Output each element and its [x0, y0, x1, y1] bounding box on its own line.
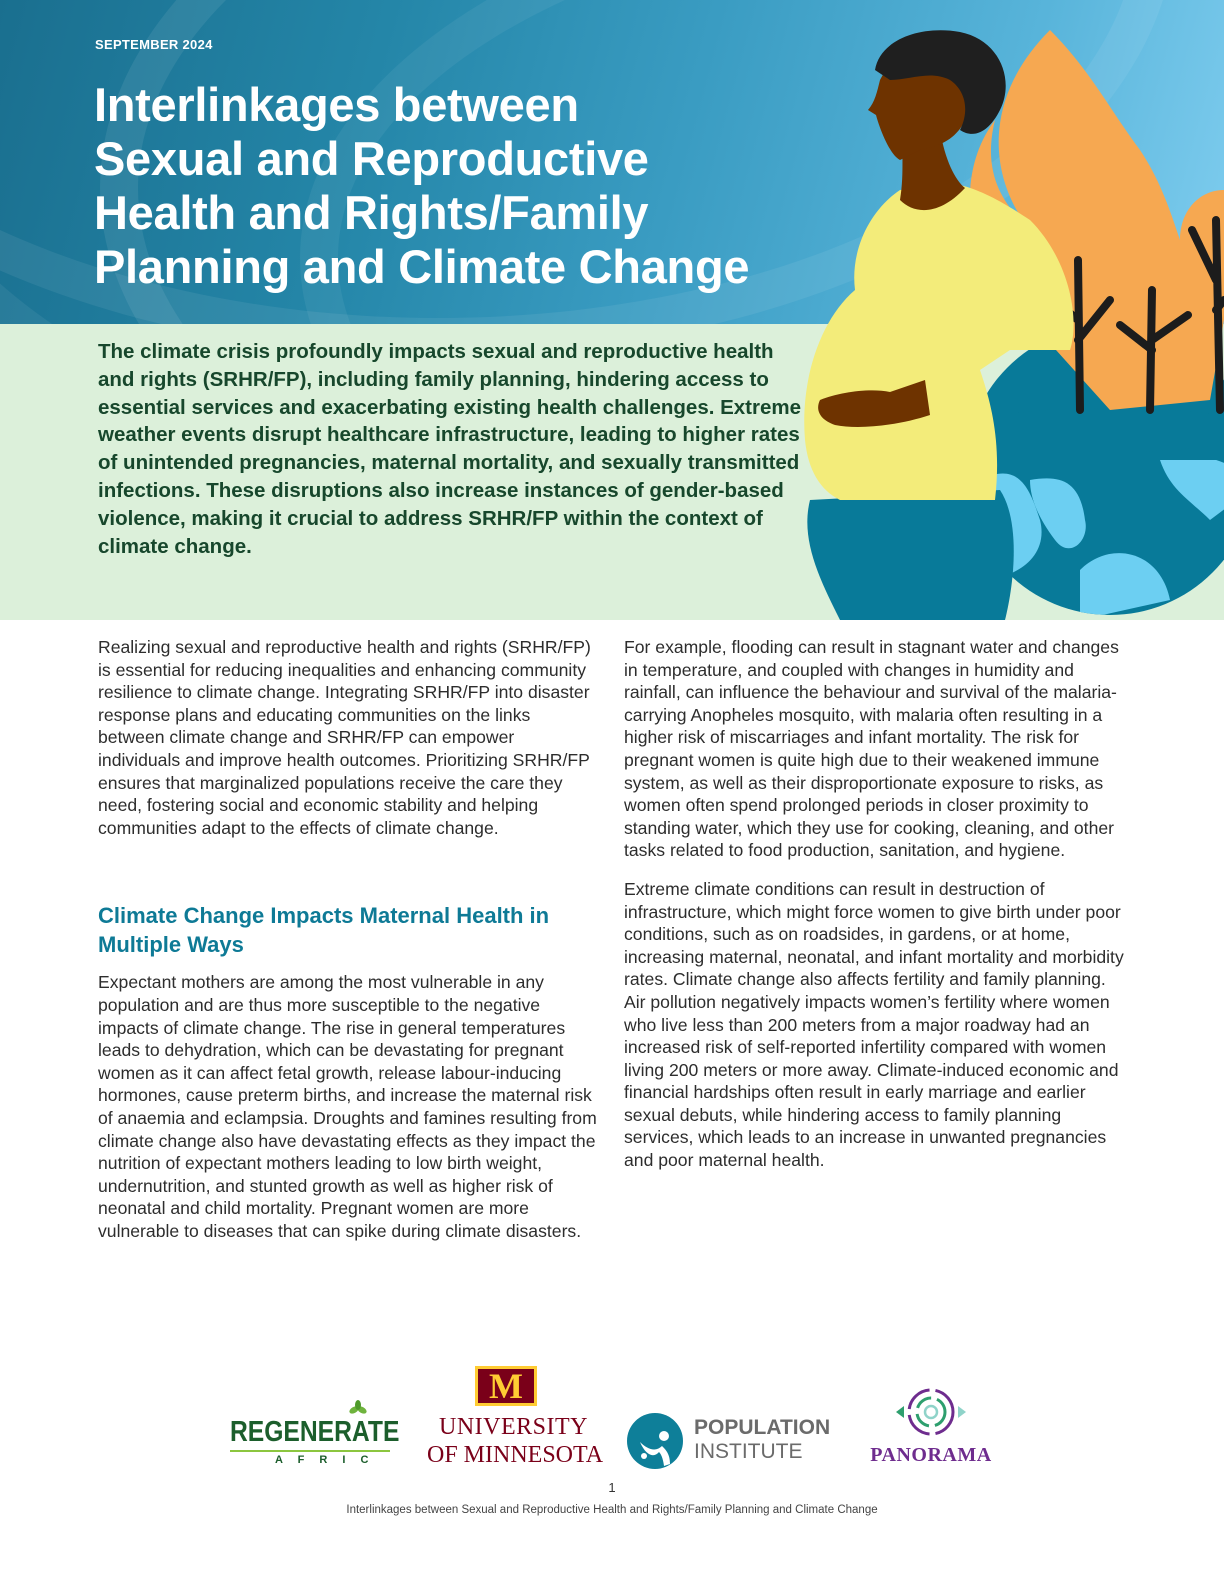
- logo-regenerate-africa: REGENERATE A F R I C: [230, 1400, 400, 1470]
- paragraph: Realizing sexual and reproductive health and rights (SRHR/FP) is essential for reducing inequalities and enhancing community resilience to climate change. Integrating SRHR/FP into disaster response plans and educating communities on the links between climate change and SRHR/FP can empower individuals and improve health outcomes. Prioritizing SRHR/FP ensures that marginalized populations receive the care they need, fostering social and economic stability and helping communities adapt to the effects of climate change.: [98, 637, 591, 838]
- right-column: [624, 636, 1124, 1172]
- document-title: [94, 78, 874, 294]
- partner-logos: [0, 1360, 1224, 1480]
- block-m-icon: M: [475, 1366, 537, 1406]
- title-line: Health and Rights/Family: [94, 186, 649, 239]
- left-column: [98, 636, 598, 1242]
- logo-subtext: A F R I C: [275, 1454, 375, 1466]
- logo-text: POPULATION: [694, 1416, 831, 1439]
- logo-text: INSTITUTE: [694, 1440, 803, 1463]
- panorama-eye-icon: [894, 1386, 968, 1440]
- section-heading: Climate Change Impacts Maternal Health in Multiple Ways: [98, 903, 550, 958]
- paragraph: Expectant mothers are among the most vulnerable in any population and are thus more susceptible to the negative impacts of climate change. The rise in general temperatures leads to dehydration, which can be devastating for pregnant women as it can affect fetal growth, release labour-inducing hormones, cause preterm births, and increase the maternal risk of anaemia and eclampsia. Droughts and famines resulting from climate change also have devastating effects as they impact the nutrition of expectant mothers leading to low birth weight, undernutrition, and stunted growth as well as higher risk of neonatal and child mortality. Pregnant women are more vulnerable to diseases that can spike during climate disasters.: [98, 972, 597, 1241]
- title-line: Sexual and Reproductive: [94, 132, 649, 185]
- page-number: 1: [608, 1480, 616, 1495]
- logo-text: OF MINNESOTA: [427, 1442, 604, 1468]
- logo-population-institute: [626, 1410, 836, 1472]
- running-footer: Interlinkages between Sexual and Reproductive Health and Rights/Family Planning and Climate Change: [346, 1504, 878, 1516]
- intro-summary: The climate crisis profoundly impacts sexual and reproductive health and rights (SRHR/FP), including family planning, hindering access to essential services and exacerbating existing health challenges. Extreme weather events disrupt healthcare infrastructure, leading to higher rates of unintended pregnancies, maternal mortality, and sexually transmitted infections. These disruptions also increase instances of gender-based violence, making it crucial to address SRHR/FP within the context of climate change.: [98, 340, 802, 558]
- paragraph: For example, flooding can result in stagnant water and changes in temperature, and coupled with changes in humidity and rainfall, can influence the behaviour and survival of the malaria-carrying Anopheles mosquito, with malaria often resulting in a higher risk of miscarriages and infant mortality. The risk for pregnant women is quite high due to their weakened immune system, as well as their disproportionate exposure to risks, as women often spend prolonged periods in closer proximity to standing water, which they use for cooking, cleaning, and other tasks related to food production, sanitation, and hygiene.: [624, 637, 1119, 861]
- pregnant-woman-climate-illustration: [780, 20, 1224, 620]
- divider: [230, 1450, 390, 1452]
- population-institute-emblem-icon: [626, 1412, 684, 1470]
- logo-text: TE: [367, 1416, 400, 1448]
- logo-panorama: [866, 1386, 996, 1472]
- paragraph: Extreme climate conditions can result in destruction of infrastructure, which might force women to give birth under poor conditions, such as on roadsides, in gardens, or at home, increasing maternal, neonatal, and infant mortality and morbidity rates. Climate change also affects fertility and family planning. Air pollution negatively impacts women’s fertility where women who live less than 200 meters from a major roadway had an increased risk of self-reported infertility compared with women living 200 meters or more away. Climate-induced economic and financial hardships often result in early marriage and earlier sexual debuts, while hindering access to family planning services, which leads to an increase in unwanted pregnancies and poor maternal health.: [624, 878, 1124, 1171]
- logo-university-of-minnesota: [425, 1366, 604, 1476]
- title-line: Interlinkages between: [94, 78, 579, 131]
- logo-text: PANORAMA: [870, 1444, 992, 1466]
- logo-text: REGENER: [230, 1416, 352, 1448]
- logo-text: UNIVERSITY: [439, 1414, 588, 1440]
- pants: [807, 490, 1013, 620]
- title-line: Planning and Climate Change: [94, 240, 750, 293]
- publication-date: SEPTEMBER 2024: [95, 37, 213, 52]
